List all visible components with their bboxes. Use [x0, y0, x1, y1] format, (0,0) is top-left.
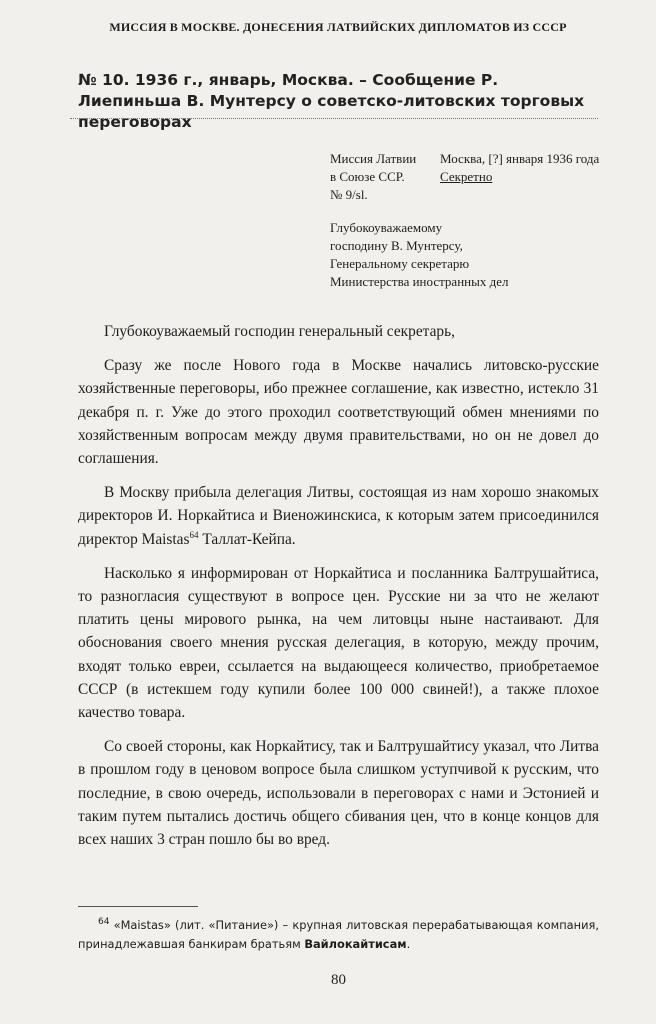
paragraph-tail: Таллат-Кейпа. — [198, 530, 296, 548]
addressee-line: Генеральному секретарю — [330, 256, 470, 271]
addressee-line: Министерства иностранных дел — [330, 274, 509, 289]
place-date: Москва, [?] января 1936 года — [440, 151, 600, 166]
classification-stamp: Секретно — [440, 169, 493, 184]
letter-body — [78, 320, 599, 851]
footnote-end: . — [406, 937, 411, 951]
document-number: № 9/sl. — [330, 187, 368, 202]
paragraph-text: В Москву прибыла делегация Литвы, состоящая из нам хорошо знакомых директоров И. Норкайтиса и Виеножинскиса, к которым затем присоединился директор Maistas — [78, 484, 599, 548]
paragraph: Насколько я информирован от Норкайтиса и посланника Балтрушайтиса, то разногласия существуют в вопросе цен. Русские ни за что не желают платить цены мирового рынка, на чем литовцы ныне настаивают. Для обоснования своего мнения русская делегация, в которую, между прочим, входят только евреи, ссылается на выдающееся количество, приобретаемое СССР (в истекшем году купили более 100 000 свиней!), а также плохое качество товара. — [78, 564, 599, 722]
addressee-line: господину В. Мунтерсу, — [330, 238, 463, 253]
document-title: № 10. 1936 г., январь, Москва. – Сообщение Р. Лиепиньша В. Мунтерсу о советско-литовских торговых переговорах — [78, 71, 585, 131]
addressee-block — [330, 219, 610, 291]
running-head: МИССИЯ В МОСКВЕ. ДОНЕСЕНИЯ ЛАТВИЙСКИХ ДИПЛОМАТОВ ИЗ СССР — [109, 20, 567, 34]
sender-row-2 — [330, 168, 610, 186]
mission-name: Миссия Латвии — [330, 151, 417, 166]
footnote-text: «Maistas» (лит. «Питание») – крупная литовская перерабатывающая компания, принадлежавшая банкирам братьям — [78, 918, 599, 951]
page-number: 80 — [331, 972, 346, 988]
salutation: Глубокоуважаемый господин генеральный секретарь, — [104, 323, 455, 340]
sender-block — [330, 150, 610, 291]
footnote-marker: 64 — [98, 917, 110, 928]
paragraph: Сразу же после Нового года в Москве начались литовско-русские хозяйственные переговоры, ибо прежнее соглашение, как известно, истекло 31 декабря п. г. Уже до этого проходил соответствующий обмен мнениями по хозяйственным вопросам между двумя правительствами, но он не довел до соглашения. — [78, 357, 599, 468]
paragraph: Со своей стороны, как Норкайтису, так и Балтрушайтису указал, что Литва в прошлом году в ценовом вопросе была слишком уступчивой к русским, что последние, в свою очередь, использовали в переговорах с нами и Эстонией и таким путем пытались достичь общего сбивания цен, что в конце концов для всех наших 3 стран пошло бы во вред. — [78, 738, 599, 849]
paragraph — [78, 481, 599, 551]
dotted-divider — [70, 118, 598, 119]
footnote-ref[interactable]: 64 — [189, 529, 199, 540]
footnote-bold-name: Вайлокайтисам — [304, 937, 407, 951]
addressee-line: Глубокоуважаемому — [330, 220, 443, 235]
mission-country: в Союзе ССР. — [330, 169, 405, 184]
footnote — [78, 916, 599, 954]
sender-row-1 — [330, 150, 610, 168]
footnote-divider — [78, 906, 198, 907]
